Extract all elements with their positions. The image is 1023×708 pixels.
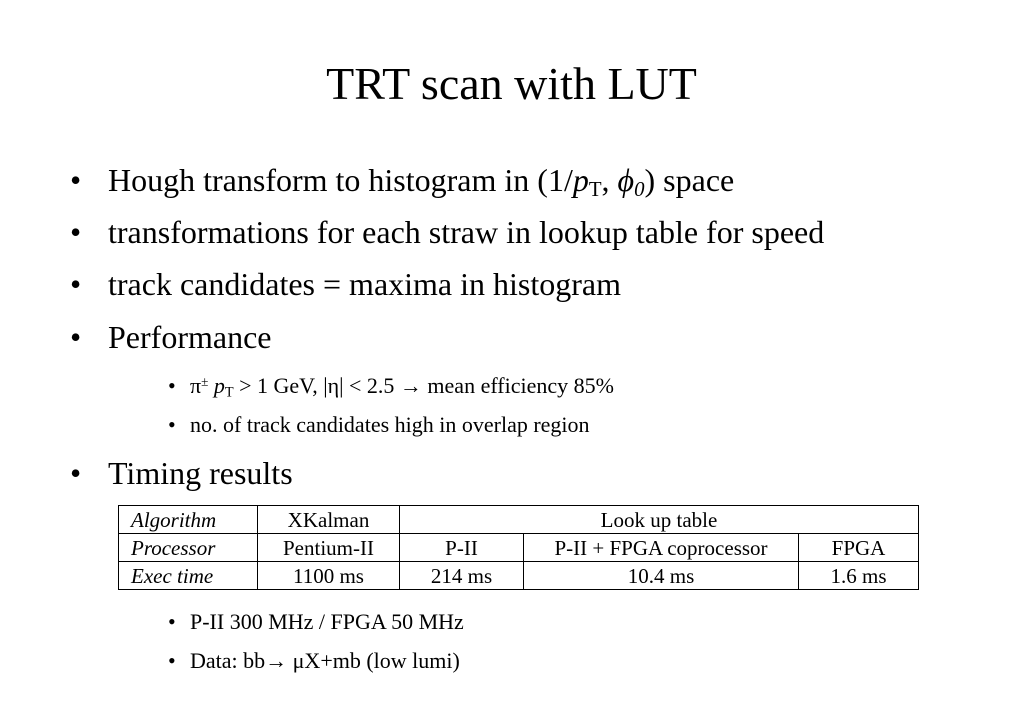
table-row	[119, 534, 919, 562]
sub-bullet-text: P-II 300 MHz / FPGA 50 MHz	[190, 609, 464, 634]
table-header-cell: Processor	[119, 534, 258, 562]
math-sub-t: T	[588, 178, 602, 202]
bullet-timing-results	[70, 453, 293, 493]
bullet-marker: •	[70, 162, 82, 198]
bullet-marker: •	[70, 319, 82, 355]
table-cell: P-II	[400, 534, 524, 562]
bullet-text-end: ) space	[644, 162, 735, 198]
bullet-text: Timing results	[108, 455, 293, 491]
bullet-text: Hough transform to histogram in (1/	[108, 162, 573, 198]
table-cell: 1100 ms	[258, 562, 400, 590]
bullet-text: Performance	[108, 319, 272, 355]
table-header-cell: Exec time	[119, 562, 258, 590]
bullet-marker: •	[70, 455, 82, 491]
bullet-text: track candidates = maxima in histogram	[108, 266, 621, 302]
table-cell: Pentium-II	[258, 534, 400, 562]
sub-bullet-clock-speeds	[168, 608, 464, 636]
table-cell: 1.6 ms	[799, 562, 919, 590]
math-plus-minus: ±	[201, 373, 209, 389]
sub-bullet-overlap	[168, 411, 590, 439]
sub-bullet-marker: •	[168, 373, 176, 398]
slide-title: TRT scan with LUT	[326, 58, 697, 109]
sub-bullet-marker: •	[168, 609, 176, 634]
table-cell: P-II + FPGA coprocessor	[524, 534, 799, 562]
bullet-marker: •	[70, 266, 82, 302]
math-p: p	[572, 162, 589, 198]
sub-bullet-efficiency	[168, 372, 614, 400]
sub-bullet-text: Data: bb→ μX+mb (low lumi)	[190, 648, 460, 673]
table-cell: 214 ms	[400, 562, 524, 590]
sub-bullet-text: > 1 GeV, |η| < 2.5 → mean efficiency 85%	[233, 373, 614, 398]
table-cell: FPGA	[799, 534, 919, 562]
table-cell: 10.4 ms	[524, 562, 799, 590]
math-sub-t: T	[224, 384, 234, 401]
bullet-text: transformations for each straw in lookup table for speed	[108, 214, 825, 250]
bullet-hough-transform	[70, 160, 734, 200]
table-header-cell: Algorithm	[119, 506, 258, 534]
sub-bullet-marker: •	[168, 648, 176, 673]
timing-table	[118, 505, 919, 590]
table-row	[119, 506, 919, 534]
math-p: p	[213, 373, 225, 398]
table-row	[119, 562, 919, 590]
bullet-track-candidates	[70, 264, 621, 304]
table-cell: XKalman	[258, 506, 400, 534]
table-cell: Look up table	[400, 506, 919, 534]
math-pi: π	[190, 373, 202, 398]
sub-bullet-text: no. of track candidates high in overlap region	[190, 412, 590, 437]
bullet-transformations	[70, 212, 824, 252]
math-comma: ,	[601, 162, 618, 198]
bullet-performance	[70, 317, 271, 357]
math-phi: ϕ	[617, 162, 635, 198]
math-sub-zero: 0	[634, 178, 645, 202]
sub-bullet-data-sample	[168, 647, 460, 675]
sub-bullet-marker: •	[168, 412, 176, 437]
bullet-marker: •	[70, 214, 82, 250]
